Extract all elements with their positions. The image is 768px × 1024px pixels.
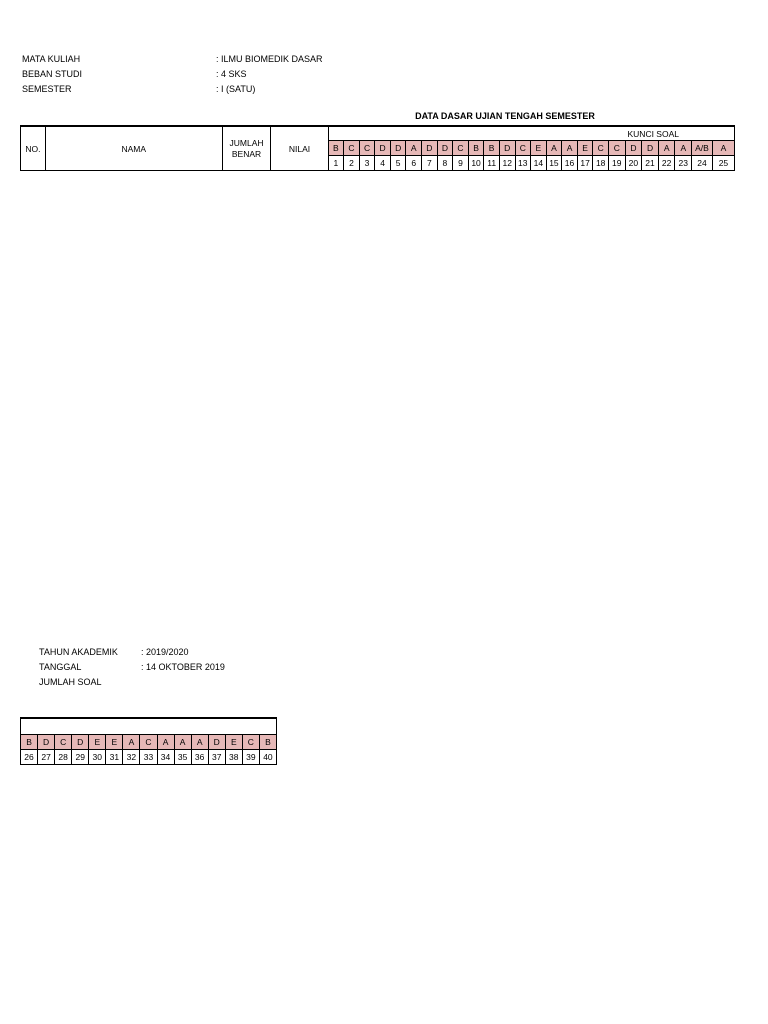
question-number-cell: 12 [499, 156, 515, 171]
answer-key-cell: A [123, 735, 140, 750]
answer-key-cell: D [72, 735, 89, 750]
course-info [22, 52, 422, 97]
question-number-cell: 30 [89, 750, 106, 765]
answer-key-table-continued [20, 717, 277, 765]
field-label: JUMLAH SOAL [39, 677, 102, 687]
question-number-cell: 20 [625, 156, 642, 171]
question-number-cell: 38 [225, 750, 242, 765]
question-number-cell: 15 [546, 156, 562, 171]
answer-key-cell: C [453, 141, 469, 156]
question-number-cell: 10 [468, 156, 484, 171]
answer-key-cell: C [344, 141, 360, 156]
question-number-cell: 39 [242, 750, 259, 765]
question-number-cell: 27 [38, 750, 55, 765]
question-number-cell: 31 [106, 750, 123, 765]
answer-key-cell: B [468, 141, 484, 156]
answer-key-cell: D [437, 141, 453, 156]
column-header-no: NO. [21, 126, 46, 171]
answer-key-cell: C [140, 735, 157, 750]
field-value: : 4 SKS [216, 69, 247, 79]
question-number-cell: 22 [658, 156, 675, 171]
answer-key-cell: D [642, 141, 659, 156]
course-field [22, 67, 422, 82]
question-number-cell: 36 [191, 750, 208, 765]
answer-key-cell: E [531, 141, 547, 156]
answer-key-cell: A [157, 735, 174, 750]
answer-key-cell: B [259, 735, 276, 750]
answer-key-cell: C [515, 141, 531, 156]
column-header-kunci-soal: KUNCI SOAL [328, 126, 734, 141]
answer-key-cell: A [712, 141, 734, 156]
answer-key-cell: C [608, 141, 625, 156]
question-number-cell: 23 [675, 156, 692, 171]
field-value: : ILMU BIOMEDIK DASAR [216, 54, 323, 64]
field-label: TANGGAL [39, 662, 82, 672]
question-number-cell: 16 [562, 156, 578, 171]
answer-key-cell: B [328, 141, 344, 156]
answer-key-cell: A [675, 141, 692, 156]
answer-key-cell: D [499, 141, 515, 156]
field-label: BEBAN STUDI [22, 69, 83, 79]
table-header-band [21, 718, 277, 735]
question-number-cell: 32 [123, 750, 140, 765]
question-number-cell: 37 [208, 750, 225, 765]
question-number-cell: 6 [406, 156, 422, 171]
answer-key-cell: E [106, 735, 123, 750]
question-number-cell: 8 [437, 156, 453, 171]
document-title: DATA DASAR UJIAN TENGAH SEMESTER [415, 111, 595, 121]
question-number-cell: 17 [577, 156, 593, 171]
field-value: : 14 OKTOBER 2019 [141, 662, 225, 672]
column-header-nama: NAMA [45, 126, 222, 171]
answer-key-cell: A [406, 141, 422, 156]
score-table [20, 125, 735, 171]
exam-field [39, 645, 339, 660]
answer-key-cell: D [375, 141, 391, 156]
answer-key-cell: E [577, 141, 593, 156]
field-value: : 2019/2020 [141, 647, 189, 657]
question-number-cell: 34 [157, 750, 174, 765]
exam-field [39, 675, 339, 690]
course-field [22, 52, 422, 67]
answer-key-cell: C [55, 735, 72, 750]
question-number-cell: 7 [422, 156, 438, 171]
question-number-cell: 13 [515, 156, 531, 171]
question-number-cell: 18 [593, 156, 609, 171]
course-field [22, 82, 422, 97]
answer-key-cell: B [484, 141, 500, 156]
answer-key-cell: C [242, 735, 259, 750]
answer-key-cell: A/B [692, 141, 713, 156]
answer-key-cell: B [21, 735, 38, 750]
question-number-cell: 26 [21, 750, 38, 765]
question-number-cell: 28 [55, 750, 72, 765]
question-number-cell: 21 [642, 156, 659, 171]
column-header-jumlah-benar: JUMLAH BENAR [222, 126, 271, 171]
answer-key-cell: E [225, 735, 242, 750]
exam-field [39, 660, 339, 675]
question-number-cell: 25 [712, 156, 734, 171]
answer-key-cell: C [359, 141, 375, 156]
question-number-cell: 33 [140, 750, 157, 765]
question-number-cell: 11 [484, 156, 500, 171]
answer-key-cell: A [546, 141, 562, 156]
question-number-cell: 40 [259, 750, 276, 765]
column-header-nilai: NILAI [271, 126, 328, 171]
field-label: MATA KULIAH [22, 54, 81, 64]
question-number-cell: 1 [328, 156, 344, 171]
field-label: SEMESTER [22, 84, 72, 94]
field-label: TAHUN AKADEMIK [39, 647, 118, 657]
question-number-cell: 2 [344, 156, 360, 171]
question-number-cell: 3 [359, 156, 375, 171]
question-number-cell: 5 [390, 156, 406, 171]
answer-key-cell: D [38, 735, 55, 750]
question-number-cell: 35 [174, 750, 191, 765]
question-number-cell: 24 [692, 156, 713, 171]
answer-key-cell: D [390, 141, 406, 156]
answer-key-cell: A [562, 141, 578, 156]
question-number-cell: 9 [453, 156, 469, 171]
question-number-cell: 4 [375, 156, 391, 171]
answer-key-cell: A [658, 141, 675, 156]
answer-key-cell: D [422, 141, 438, 156]
exam-info [39, 645, 339, 690]
answer-key-cell: A [174, 735, 191, 750]
answer-key-cell: E [89, 735, 106, 750]
question-number-cell: 14 [531, 156, 547, 171]
answer-key-cell: C [593, 141, 609, 156]
answer-key-cell: D [208, 735, 225, 750]
answer-key-cell: A [191, 735, 208, 750]
answer-key-cell: D [625, 141, 642, 156]
question-number-cell: 29 [72, 750, 89, 765]
question-number-cell: 19 [608, 156, 625, 171]
field-value: : I (SATU) [216, 84, 256, 94]
